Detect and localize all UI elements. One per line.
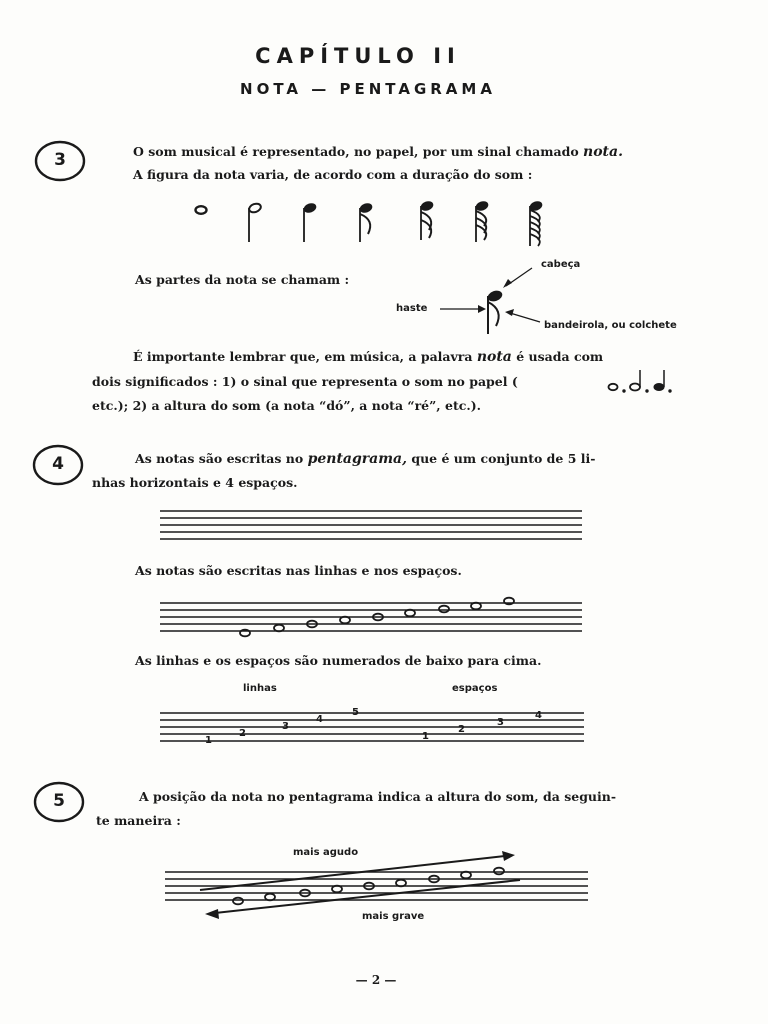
s3-line1: O som musical é representado, no papel, por um sinal chamado nota. bbox=[133, 144, 623, 160]
section-number-3: 3 bbox=[54, 150, 66, 170]
section-number-4: 4 bbox=[52, 454, 64, 474]
s4-line1: As notas são escritas no pentagrama, que é um conjunto de 5 li- bbox=[135, 451, 596, 467]
line-number: 1 bbox=[205, 735, 212, 746]
space-number: 1 bbox=[422, 731, 429, 742]
s3-parts-intro: As partes da nota se chamam : bbox=[135, 272, 350, 287]
staff-notes bbox=[160, 598, 582, 637]
s5-line1: A posição da nota no pentagrama indica a altura do som, da seguin- bbox=[139, 789, 617, 804]
note-figures bbox=[196, 200, 544, 246]
s5-line2: te maneira : bbox=[96, 813, 181, 828]
label-spaces: espaços bbox=[452, 683, 498, 694]
space-number: 2 bbox=[458, 724, 465, 735]
s4-line2: nhas horizontais e 4 espaços. bbox=[92, 475, 298, 490]
note-parts-diagram bbox=[440, 268, 540, 334]
line-number: 5 bbox=[352, 707, 359, 718]
s4-text3: As linhas e os espaços são numerados de baixo para cima. bbox=[135, 653, 542, 668]
label-higher: mais agudo bbox=[293, 847, 359, 858]
space-number: 4 bbox=[535, 710, 542, 721]
line-number: 3 bbox=[282, 721, 289, 732]
staff-numbered bbox=[160, 713, 584, 741]
s3-line2: A figura da nota varia, de acordo com a duração do som : bbox=[133, 167, 533, 182]
s4-text2: As notas são escritas nas linhas e nos espaços. bbox=[135, 563, 462, 578]
section-number-5: 5 bbox=[53, 791, 65, 811]
s3-para-line2: dois significados : 1) o sinal que representa o som no papel ( bbox=[92, 374, 518, 389]
s3-para-line3: etc.); 2) a altura do som (a nota “dó”, a nota “ré”, etc.). bbox=[92, 398, 481, 413]
inline-note-examples bbox=[609, 370, 672, 392]
label-flag: bandeirola, ou colchete bbox=[544, 320, 677, 331]
space-number: 3 bbox=[497, 717, 504, 728]
label-lower: mais grave bbox=[362, 911, 425, 922]
staff-direction bbox=[165, 851, 588, 919]
line-number: 2 bbox=[239, 728, 246, 739]
line-number: 4 bbox=[316, 714, 323, 725]
label-head: cabeça bbox=[541, 259, 581, 270]
label-stem: haste bbox=[396, 303, 428, 314]
chapter-title: CAPÍTULO II bbox=[255, 44, 461, 68]
page-number: — 2 — bbox=[355, 973, 397, 987]
staff-empty bbox=[160, 511, 582, 539]
chapter-subtitle: NOTA — PENTAGRAMA bbox=[240, 80, 496, 98]
label-lines: linhas bbox=[243, 683, 277, 694]
s3-para-line1: É importante lembrar que, em música, a palavra nota é usada com bbox=[133, 349, 604, 365]
